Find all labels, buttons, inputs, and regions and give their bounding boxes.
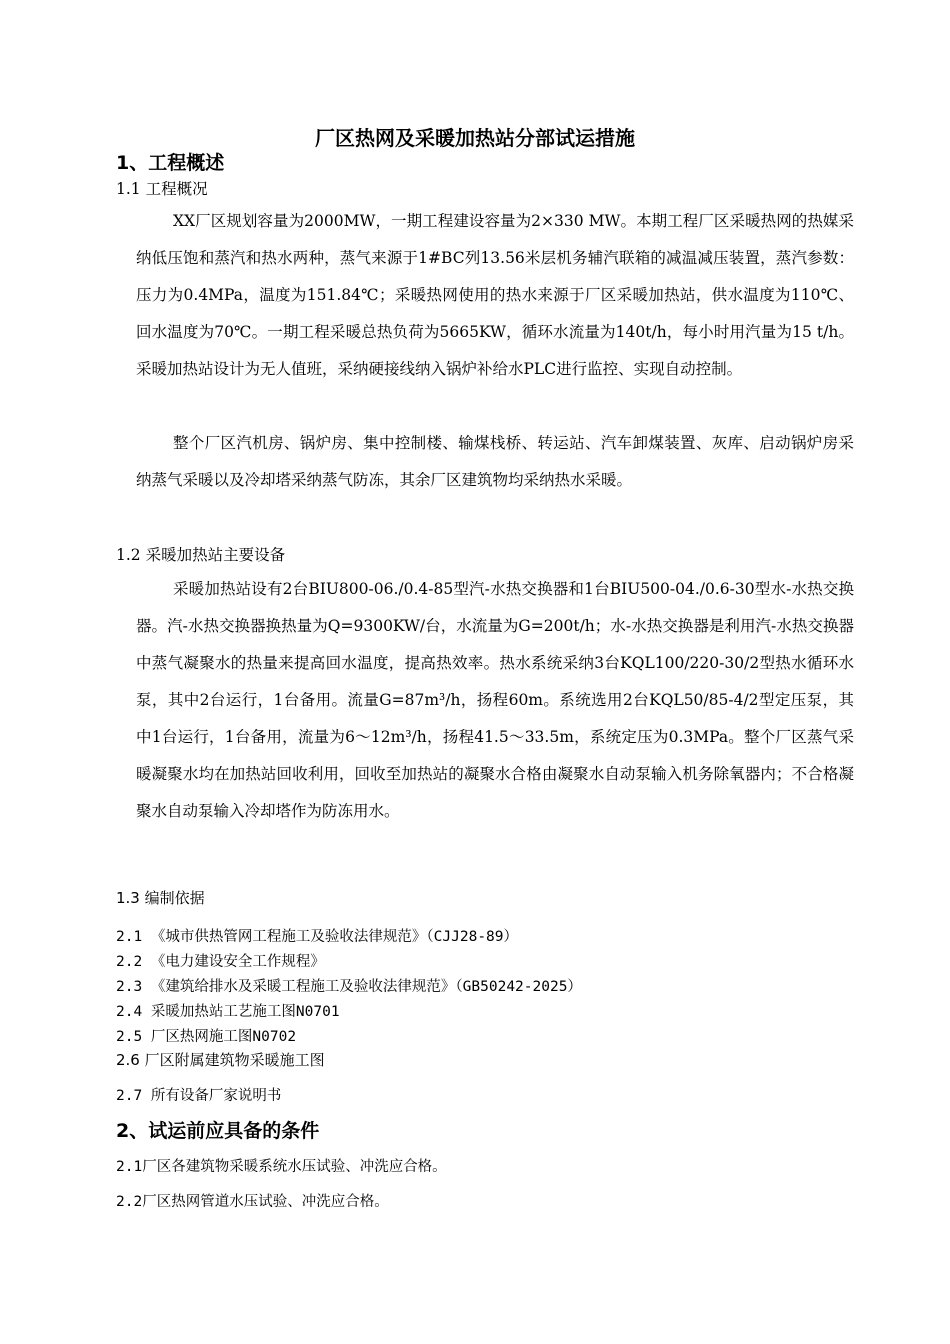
- document-title: 厂区热网及采暖加热站分部试运措施: [315, 126, 635, 150]
- section-1-1-heading: 1.1 工程概况: [116, 180, 208, 198]
- section-2-heading: 2、试运前应具备的条件: [116, 1120, 320, 1142]
- reference-item: 2.7 所有设备厂家说明书: [116, 1088, 282, 1104]
- condition-item: 2.1厂区各建筑物采暖系统水压试验、冲洗应合格。: [116, 1159, 447, 1175]
- section-1-2-paragraph: 采暖加热站设有2台BIU800-06./0.4-85型汽-水热交换器和1台BIU500-04./0.6-30型水-水热交换器。汽-水热交换器换热量为Q=9300KW/台，水流量为G=200t/h；水-水热交换器是利用汽-水热交换器中蒸气凝聚水的热量来提高回水温度，提高热效率。热水系统采纳3台KQL100/220-30/2型热水循环水泵，其中2台运行，1台备用。流量G=87m³/h，扬程60m。系统选用2台KQL50/85-4/2型定压泵，其中1台运行，1台备用，流量为6～12m³/h，扬程41.5～33.5m，系统定压为0.3MPa。整个厂区蒸气采暖凝聚水均在加热站回收利用，回收至加热站的凝聚水合格由凝聚水自动泵输入机务除氧器内；不合格凝聚水自动泵输入冷却塔作为防冻用水。: [136, 580, 854, 820]
- section-1-heading: 1、工程概述: [116, 152, 225, 174]
- section-1-3-heading: 1.3 编制依据: [116, 889, 205, 907]
- reference-item: 2.4 采暖加热站工艺施工图N0701: [116, 1004, 340, 1020]
- reference-item: 2.2 《电力建设安全工作规程》: [116, 954, 325, 970]
- condition-item: 2.2厂区热网管道水压试验、冲洗应合格。: [116, 1194, 389, 1210]
- reference-item: 2.5 厂区热网施工图N0702: [116, 1029, 297, 1045]
- reference-item: 2.1 《城市供热管网工程施工及验收法律规范》（CJJ28-89）: [116, 929, 519, 945]
- section-1-1-paragraph-2: 整个厂区汽机房、锅炉房、集中控制楼、输煤栈桥、转运站、汽车卸煤装置、灰库、启动锅炉房采纳蒸气采暖以及冷却塔采纳蒸气防冻，其余厂区建筑物均采纳热水采暖。: [136, 434, 854, 489]
- reference-item: 2.6 厂区附属建筑物采暖施工图: [116, 1051, 325, 1069]
- section-1-2-heading: 1.2 采暖加热站主要设备: [116, 546, 286, 564]
- section-1-1-paragraph-1: XX厂区规划容量为2000MW，一期工程建设容量为2×330 MW。本期工程厂区采暖热网的热媒采纳低压饱和蒸汽和热水两种，蒸气来源于1#BC列13.56米层机务辅汽联箱的减温减压装置，蒸汽参数：压力为0.4MPa，温度为151.84℃；采暖热网使用的热水来源于厂区采暖加热站，供水温度为110℃、回水温度为70℃。一期工程采暖总热负荷为5665KW，循环水流量为140t/h，每小时用汽量为15 t/h。采暖加热站设计为无人值班，采纳硬接线纳入锅炉补给水PLC进行监控、实现自动控制。: [136, 212, 854, 378]
- reference-item: 2.3 《建筑给排水及采暖工程施工及验收法律规范》（GB50242-2025）: [116, 979, 582, 995]
